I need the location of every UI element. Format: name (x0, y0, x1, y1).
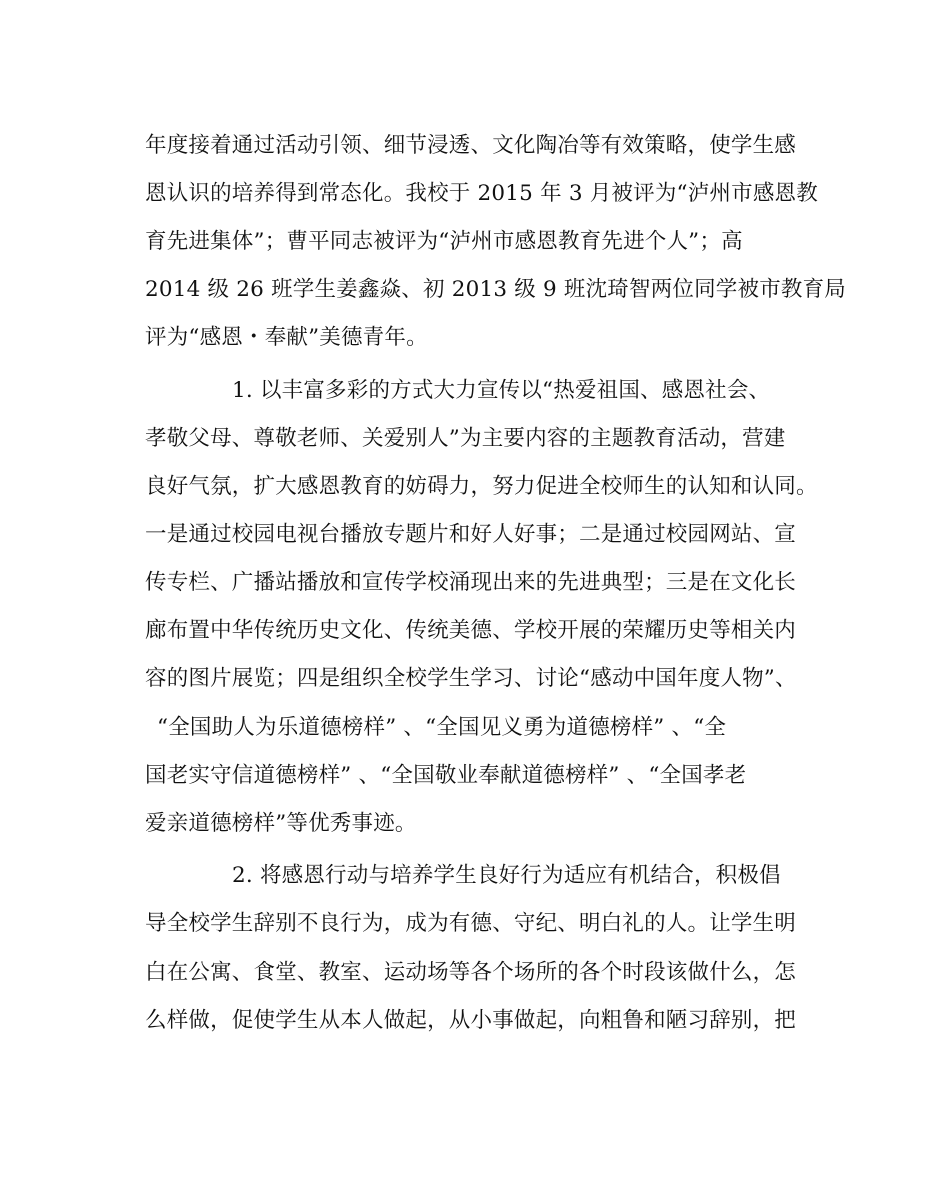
text-line: 廊布置中华传统历史文化、传统美德、学校开展的荣耀历史等相关内 (145, 618, 797, 643)
text-line: 育先进集体”；曹平同志被评为“泸州市感恩教育先进个人”；高 (145, 229, 743, 254)
text-line: 2014 级 26 班学生姜鑫焱、初 2013 级 9 班沈琦智两位同学被市教育局 (145, 277, 847, 302)
text-line: 爱亲道德榜样”等优秀事迹。 (145, 811, 417, 836)
text-line: 导全校学生辞别不良行为，成为有德、守纪、明白礼的人。让学生明 (145, 911, 797, 936)
text-line: 容的图片展览；四是组织全校学生学习、讨论“感动中国年度人物”、 (145, 666, 797, 691)
text-line: 恩认识的培养得到常态化。我校于 2015 年 3 月被评为“泸州市感恩教 (145, 181, 818, 206)
text-line: 评为“感恩・奉献”美德青年。 (145, 325, 428, 350)
text-line: “全国助人为乐道德榜样” 、“全国见义勇为道德榜样” 、“全 (157, 715, 727, 740)
text-line: 良好气氛，扩大感恩教育的妨碍力，努力促进全校师生的认知和认同。 (145, 474, 818, 499)
text-line: 么样做，促使学生从本人做起，从小事做起，向粗鲁和陋习辞别，把 (145, 1008, 797, 1033)
text-line: 白在公寓、食堂、教室、运动场等各个场所的各个时段该做什么，怎 (145, 960, 797, 985)
text-line: 孝敬父母、尊敬老师、关爱别人”为主要内容的主题教育活动，营建 (145, 426, 786, 451)
text-line: 年度接着通过活动引领、细节浸透、文化陶冶等有效策略，使学生感 (145, 133, 797, 158)
text-line: 传专栏、广播站播放和宣传学校涌现出来的先进典型；三是在文化长 (145, 570, 797, 595)
text-line: 国老实守信道德榜样” 、“全国敬业奉献道德榜样” 、“全国孝老 (145, 763, 747, 788)
text-line: 一是通过校园电视台播放专题片和好人好事；二是通过校园网站、宣 (145, 522, 797, 547)
text-line: 2. 将感恩行动与培养学生良好行为适应有机结合，积极倡 (232, 863, 781, 888)
text-line: 1. 以丰富多彩的方式大力宣传以“热爱祖国、感恩社会、 (232, 378, 771, 403)
